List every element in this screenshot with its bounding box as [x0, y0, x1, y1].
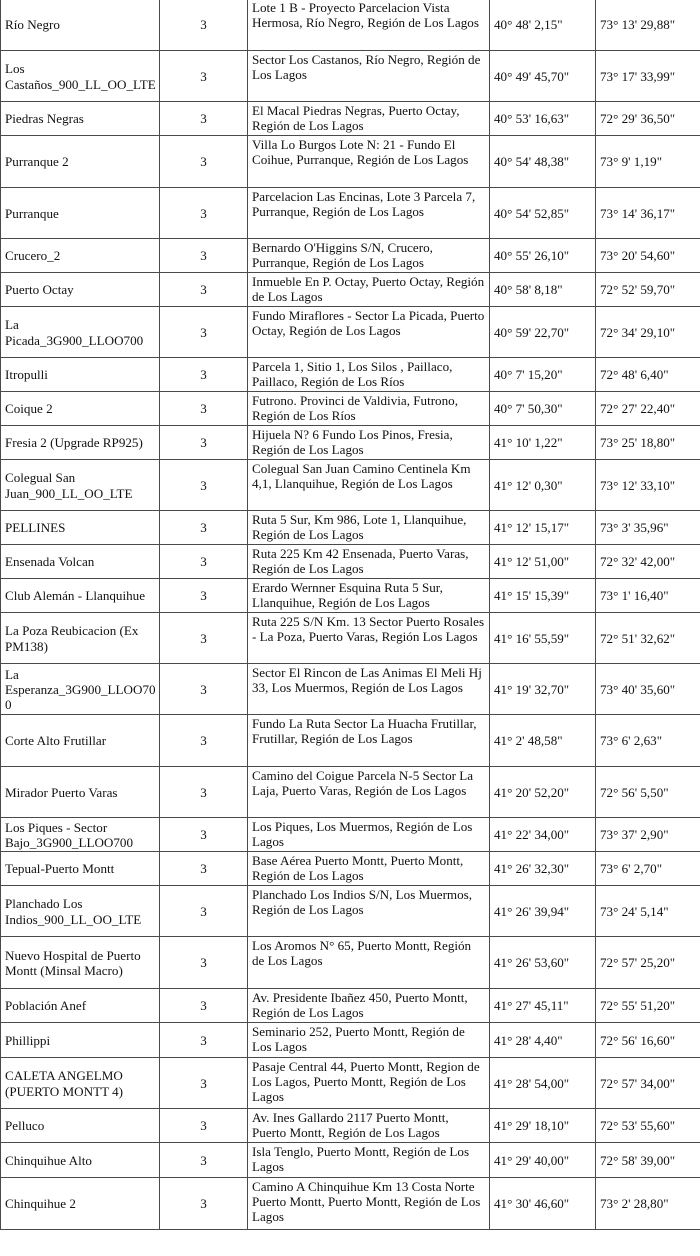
address-cell: Fundo Miraflores - Sector La Picada, Puerto Octay, Región de Los Lagos [248, 307, 490, 358]
address-cell: Ruta 225 S/N Km. 13 Sector Puerto Rosales - La Poza, Puerto Varas, Región Los Lagos [248, 613, 490, 664]
site-name-cell: Tepual-Puerto Montt [1, 852, 160, 886]
sector-cell: 3 [160, 989, 248, 1023]
site-name-cell: La Picada_3G900_LLOO700 [1, 307, 160, 358]
longitude-cell: 72° 53' 55,60" [596, 1109, 700, 1143]
longitude-cell: 72° 58' 39,00" [596, 1143, 700, 1178]
sector-cell: 3 [160, 188, 248, 239]
site-name-cell: Mirador Puerto Varas [1, 767, 160, 818]
longitude-cell: 72° 51' 32,62" [596, 613, 700, 664]
sector-cell: 3 [160, 818, 248, 852]
longitude-cell: 73° 6' 2,70" [596, 852, 700, 886]
sector-cell: 3 [160, 715, 248, 767]
longitude-cell: 73° 13' 29,88" [596, 0, 700, 51]
site-name-cell: Chinquihue Alto [1, 1143, 160, 1178]
latitude-cell: 41° 2' 48,58" [490, 715, 596, 767]
sector-cell: 3 [160, 545, 248, 579]
latitude-cell: 41° 30' 46,60" [490, 1178, 596, 1230]
table-row [1, 307, 700, 358]
address-cell: Av. Presidente Ibañez 450, Puerto Montt, Región de Los Lagos [248, 989, 490, 1023]
latitude-cell: 40° 55' 26,10" [490, 239, 596, 273]
latitude-cell: 40° 54' 52,85" [490, 188, 596, 239]
sector-cell: 3 [160, 852, 248, 886]
table-row [1, 989, 700, 1023]
longitude-cell: 73° 17' 33,99" [596, 51, 700, 102]
longitude-cell: 73° 3' 35,96" [596, 511, 700, 545]
sector-cell: 3 [160, 136, 248, 188]
address-cell: Los Aromos N° 65, Puerto Montt, Región de Los Lagos [248, 937, 490, 989]
sector-cell: 3 [160, 273, 248, 307]
longitude-cell: 72° 29' 36,50" [596, 102, 700, 136]
site-name-cell: Purranque [1, 188, 160, 239]
site-name-cell: Itropulli [1, 358, 160, 392]
sector-cell: 3 [160, 613, 248, 664]
table-row [1, 0, 700, 51]
site-name-cell: Puerto Octay [1, 273, 160, 307]
longitude-cell: 73° 14' 36,17" [596, 188, 700, 239]
site-name-cell: Colegual San Juan_900_LL_OO_LTE [1, 460, 160, 511]
latitude-cell: 41° 28' 54,00" [490, 1058, 596, 1109]
table-row [1, 188, 700, 239]
address-cell: Camino del Coigue Parcela N-5 Sector La Laja, Puerto Varas, Región de Los Lagos [248, 767, 490, 818]
sector-cell: 3 [160, 358, 248, 392]
sector-cell: 3 [160, 0, 248, 51]
longitude-cell: 73° 37' 2,90" [596, 818, 700, 852]
site-name-cell: Planchado Los Indios_900_LL_OO_LTE [1, 886, 160, 937]
sector-cell: 3 [160, 392, 248, 426]
longitude-cell: 73° 20' 54,60" [596, 239, 700, 273]
latitude-cell: 41° 28' 4,40" [490, 1023, 596, 1058]
address-cell: Base Aérea Puerto Montt, Puerto Montt, Región de Los Lagos [248, 852, 490, 886]
table-row [1, 1058, 700, 1109]
sector-cell: 3 [160, 886, 248, 937]
site-name-cell: Crucero_2 [1, 239, 160, 273]
table-row [1, 511, 700, 545]
table-row [1, 136, 700, 188]
sector-cell: 3 [160, 239, 248, 273]
latitude-cell: 41° 26' 32,30" [490, 852, 596, 886]
latitude-cell: 40° 54' 48,38" [490, 136, 596, 188]
sector-cell: 3 [160, 1023, 248, 1058]
site-name-cell: Río Negro [1, 0, 160, 51]
address-cell: Villa Lo Burgos Lote N: 21 - Fundo El Coihue, Purranque, Región de Los Lagos [248, 136, 490, 188]
longitude-cell: 73° 12' 33,10" [596, 460, 700, 511]
latitude-cell: 41° 15' 15,39" [490, 579, 596, 613]
longitude-cell: 72° 52' 59,70" [596, 273, 700, 307]
site-name-cell: Chinquihue 2 [1, 1178, 160, 1230]
latitude-cell: 41° 29' 40,00" [490, 1143, 596, 1178]
longitude-cell: 72° 56' 16,60" [596, 1023, 700, 1058]
table-row [1, 852, 700, 886]
latitude-cell: 40° 49' 45,70" [490, 51, 596, 102]
table-row [1, 426, 700, 460]
site-name-cell: Pelluco [1, 1109, 160, 1143]
site-name-cell: Población Anef [1, 989, 160, 1023]
sector-cell: 3 [160, 664, 248, 715]
longitude-cell: 73° 6' 2,63" [596, 715, 700, 767]
address-cell: Fundo La Ruta Sector La Huacha Frutillar, Frutillar, Región de Los Lagos [248, 715, 490, 767]
sector-cell: 3 [160, 307, 248, 358]
latitude-cell: 41° 29' 18,10" [490, 1109, 596, 1143]
latitude-cell: 41° 22' 34,00" [490, 818, 596, 852]
latitude-cell: 41° 16' 55,59" [490, 613, 596, 664]
address-cell: Lote 1 B - Proyecto Parcelacion Vista Hermosa, Río Negro, Región de Los Lagos [248, 0, 490, 51]
table-row [1, 51, 700, 102]
sector-cell: 3 [160, 426, 248, 460]
latitude-cell: 40° 53' 16,63" [490, 102, 596, 136]
address-cell: Parcelacion Las Encinas, Lote 3 Parcela 7, Purranque, Región de Los Lagos [248, 188, 490, 239]
sector-cell: 3 [160, 1058, 248, 1109]
sector-cell: 3 [160, 460, 248, 511]
address-cell: Bernardo O'Higgins S/N, Crucero, Purranque, Región de Los Lagos [248, 239, 490, 273]
table-row [1, 460, 700, 511]
address-cell: Ruta 5 Sur, Km 986, Lote 1, Llanquihue, Región de Los Lagos [248, 511, 490, 545]
sites-table-body [1, 0, 700, 1230]
table-row [1, 392, 700, 426]
site-name-cell: La Esperanza_3G900_LLOO700 [1, 664, 160, 715]
address-cell: Inmueble En P. Octay, Puerto Octay, Región de Los Lagos [248, 273, 490, 307]
table-row [1, 715, 700, 767]
table-row [1, 937, 700, 989]
table-row [1, 273, 700, 307]
site-name-cell: Purranque 2 [1, 136, 160, 188]
table-row [1, 358, 700, 392]
table-row [1, 102, 700, 136]
address-cell: Planchado Los Indios S/N, Los Muermos, Región de Los Lagos [248, 886, 490, 937]
address-cell: Sector Los Castanos, Río Negro, Región de Los Lagos [248, 51, 490, 102]
latitude-cell: 40° 59' 22,70" [490, 307, 596, 358]
address-cell: Hijuela N? 6 Fundo Los Pinos, Fresia, Región de Los Lagos [248, 426, 490, 460]
address-cell: Futrono. Provinci de Valdivia, Futrono, Región de Los Ríos [248, 392, 490, 426]
address-cell: Isla Tenglo, Puerto Montt, Región de Los Lagos [248, 1143, 490, 1178]
site-name-cell: PELLINES [1, 511, 160, 545]
latitude-cell: 40° 48' 2,15" [490, 0, 596, 51]
sector-cell: 3 [160, 51, 248, 102]
sector-cell: 3 [160, 1109, 248, 1143]
site-name-cell: La Poza Reubicacion (Ex PM138) [1, 613, 160, 664]
latitude-cell: 41° 10' 1,22" [490, 426, 596, 460]
latitude-cell: 41° 19' 32,70" [490, 664, 596, 715]
sector-cell: 3 [160, 1143, 248, 1178]
table-row [1, 664, 700, 715]
longitude-cell: 73° 1' 16,40" [596, 579, 700, 613]
sector-cell: 3 [160, 511, 248, 545]
site-name-cell: Los Castaños_900_LL_OO_LTE [1, 51, 160, 102]
latitude-cell: 41° 26' 53,60" [490, 937, 596, 989]
address-cell: Camino A Chinquihue Km 13 Costa Norte Puerto Montt, Puerto Montt, Región de Los Lagos [248, 1178, 490, 1230]
address-cell: Sector El Rincon de Las Animas El Meli Hj 33, Los Muermos, Región de Los Lagos [248, 664, 490, 715]
longitude-cell: 72° 56' 5,50" [596, 767, 700, 818]
longitude-cell: 73° 24' 5,14" [596, 886, 700, 937]
longitude-cell: 73° 25' 18,80" [596, 426, 700, 460]
longitude-cell: 72° 57' 34,00" [596, 1058, 700, 1109]
latitude-cell: 41° 12' 0,30" [490, 460, 596, 511]
site-name-cell: Phillippi [1, 1023, 160, 1058]
longitude-cell: 72° 32' 42,00" [596, 545, 700, 579]
table-row [1, 818, 700, 852]
site-name-cell: Piedras Negras [1, 102, 160, 136]
table-row [1, 239, 700, 273]
site-name-cell: Fresia 2 (Upgrade RP925) [1, 426, 160, 460]
address-cell: Pasaje Central 44, Puerto Montt, Region de Los Lagos, Puerto Montt, Región de Los Lagos [248, 1058, 490, 1109]
latitude-cell: 40° 58' 8,18" [490, 273, 596, 307]
latitude-cell: 41° 27' 45,11" [490, 989, 596, 1023]
latitude-cell: 40° 7' 15,20" [490, 358, 596, 392]
sector-cell: 3 [160, 767, 248, 818]
site-name-cell: Club Alemán - Llanquihue [1, 579, 160, 613]
longitude-cell: 72° 48' 6,40" [596, 358, 700, 392]
site-name-cell: CALETA ANGELMO (PUERTO MONTT 4) [1, 1058, 160, 1109]
longitude-cell: 72° 34' 29,10" [596, 307, 700, 358]
address-cell: Ruta 225 Km 42 Ensenada, Puerto Varas, Región de Los Lagos [248, 545, 490, 579]
longitude-cell: 73° 40' 35,60" [596, 664, 700, 715]
latitude-cell: 40° 7' 50,30" [490, 392, 596, 426]
site-name-cell: Coique 2 [1, 392, 160, 426]
sector-cell: 3 [160, 579, 248, 613]
site-name-cell: Los Piques - Sector Bajo_3G900_LLOO700 [1, 818, 160, 852]
site-name-cell: Ensenada Volcan [1, 545, 160, 579]
address-cell: El Macal Piedras Negras, Puerto Octay, Región de Los Lagos [248, 102, 490, 136]
table-row [1, 1023, 700, 1058]
sector-cell: 3 [160, 1178, 248, 1230]
longitude-cell: 72° 55' 51,20" [596, 989, 700, 1023]
address-cell: Seminario 252, Puerto Montt, Región de Los Lagos [248, 1023, 490, 1058]
longitude-cell: 73° 9' 1,19" [596, 136, 700, 188]
table-row [1, 886, 700, 937]
latitude-cell: 41° 12' 51,00" [490, 545, 596, 579]
table-row [1, 767, 700, 818]
sector-cell: 3 [160, 102, 248, 136]
latitude-cell: 41° 20' 52,20" [490, 767, 596, 818]
longitude-cell: 72° 57' 25,20" [596, 937, 700, 989]
site-name-cell: Corte Alto Frutillar [1, 715, 160, 767]
table-row [1, 579, 700, 613]
table-row [1, 1143, 700, 1178]
table-row [1, 613, 700, 664]
address-cell: Parcela 1, Sitio 1, Los Silos , Paillaco, Paillaco, Región de Los Ríos [248, 358, 490, 392]
table-row [1, 1178, 700, 1230]
table-row [1, 545, 700, 579]
address-cell: Av. Ines Gallardo 2117 Puerto Montt, Puerto Montt, Región de Los Lagos [248, 1109, 490, 1143]
address-cell: Erardo Wernner Esquina Ruta 5 Sur, Llanquihue, Región de Los Lagos [248, 579, 490, 613]
address-cell: Colegual San Juan Camino Centinela Km 4,1, Llanquihue, Región de Los Lagos [248, 460, 490, 511]
site-name-cell: Nuevo Hospital de Puerto Montt (Minsal Macro) [1, 937, 160, 989]
latitude-cell: 41° 26' 39,94" [490, 886, 596, 937]
longitude-cell: 72° 27' 22,40" [596, 392, 700, 426]
address-cell: Los Piques, Los Muermos, Región de Los Lagos [248, 818, 490, 852]
latitude-cell: 41° 12' 15,17" [490, 511, 596, 545]
longitude-cell: 73° 2' 28,80" [596, 1178, 700, 1230]
sector-cell: 3 [160, 937, 248, 989]
table-row [1, 1109, 700, 1143]
